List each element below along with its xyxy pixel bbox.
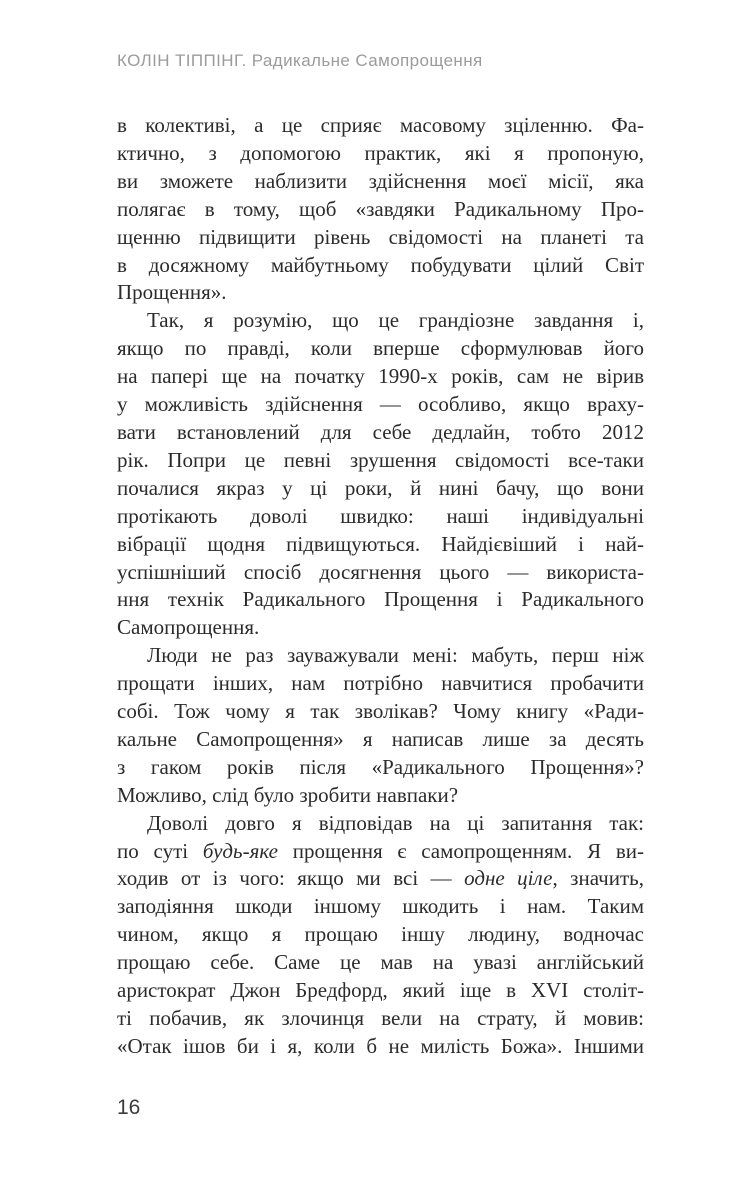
text-segment: прощення є самопрощенням. Я ви-	[277, 838, 644, 863]
text-line	[117, 279, 644, 307]
text-segment: Можливо, слід було зробити навпаки?	[117, 782, 459, 807]
text-segment: Прощення».	[117, 280, 227, 305]
text-line	[117, 196, 644, 224]
text-segment: заподіяння шкоди іншому шкодить і нам. Таким	[117, 894, 644, 919]
text-line	[117, 559, 644, 587]
text-segment: Доволі довго я відповідав на ці запитання так:	[147, 810, 644, 835]
text-segment: почалися якраз у ці роки, й нині бачу, що вони	[117, 475, 644, 500]
text-line	[117, 335, 644, 363]
text-segment: на папері ще на початку 1990-х років, сам не вірив	[117, 364, 644, 389]
text-segment: з гаком років після «Радикального Прощення»?	[117, 754, 644, 779]
text-line	[117, 754, 644, 782]
text-segment: , значить,	[552, 866, 644, 891]
text-segment: Люди не раз зауважували мені: мабуть, перш ніж	[147, 643, 644, 668]
text-segment: кальне Самопрощення» я написав лише за десять	[117, 726, 644, 751]
text-segment: у можливість здійснення — особливо, якщо враху-	[117, 392, 644, 417]
text-segment: успішніший спосіб досягнення цього — використа-	[117, 559, 644, 584]
text-line	[117, 893, 644, 921]
text-line	[117, 838, 644, 866]
text-segment: Так, я розумію, що це грандіозне завдання і,	[147, 308, 644, 333]
text-line	[117, 168, 644, 196]
text-line	[117, 810, 644, 838]
text-segment: ктично, з допомогою практик, які я пропоную,	[117, 140, 644, 165]
text-segment: прощаю себе. Саме це мав на увазі англійський	[117, 950, 644, 975]
text-line	[117, 419, 644, 447]
text-line	[117, 698, 644, 726]
text-line	[117, 1033, 644, 1061]
text-segment: собі. Тож чому я так зволікав? Чому книгу «Ради-	[117, 699, 644, 724]
text-segment: по суті	[117, 838, 203, 863]
text-segment: щенню підвищити рівень свідомості на планеті та	[117, 224, 644, 249]
text-line	[117, 921, 644, 949]
text-segment: ви зможете наблизити здійснення моєї місії, яка	[117, 168, 644, 193]
text-segment: прощати інших, нам потрібно навчитися пробачити	[117, 671, 644, 696]
text-line	[117, 363, 644, 391]
text-segment: полягає в тому, щоб «завдяки Радикальному Про-	[117, 196, 644, 221]
text-segment: аристократ Джон Бредфорд, який іще в XVI століт-	[117, 978, 644, 1003]
paragraph	[117, 112, 644, 307]
text-line	[117, 642, 644, 670]
italic-text-segment: одне ціле	[464, 866, 553, 891]
page-number: 16	[117, 1096, 141, 1119]
text-line	[117, 252, 644, 280]
text-line	[117, 447, 644, 475]
text-line	[117, 865, 644, 893]
text-segment: протікають доволі швидко: наші індивідуальні	[117, 503, 644, 528]
text-line	[117, 949, 644, 977]
text-segment: ходив от із чого: якщо ми всі —	[117, 866, 465, 891]
text-line	[117, 475, 644, 503]
text-line	[117, 670, 644, 698]
text-line	[117, 586, 644, 614]
text-line	[117, 503, 644, 531]
text-line	[117, 224, 644, 252]
text-line	[117, 112, 644, 140]
text-segment: «Отак ішов би і я, коли б не милість Божа». Іншими	[117, 1033, 644, 1058]
text-segment: вібрації щодня підвищуються. Найдієвіший і най-	[117, 531, 644, 556]
italic-text-segment: будь-яке	[202, 838, 278, 863]
text-line	[117, 307, 644, 335]
text-line	[117, 977, 644, 1005]
text-line	[117, 531, 644, 559]
paragraph	[117, 642, 644, 809]
text-segment: в досяжному майбутньому побудувати цілий Світ	[117, 252, 644, 277]
text-segment: рік. Попри це певні зрушення свідомості все-таки	[117, 447, 644, 472]
text-line	[117, 726, 644, 754]
text-line	[117, 140, 644, 168]
paragraph	[117, 810, 644, 1061]
text-segment: вати встановлений для себе дедлайн, тобто 2012	[117, 419, 644, 444]
text-line	[117, 614, 644, 642]
text-segment: Самопрощення.	[117, 615, 260, 640]
text-segment: якщо по правді, коли вперше сформулював його	[117, 336, 644, 361]
text-segment: в колективі, а це сприяє масовому зціленню. Фа-	[117, 113, 644, 137]
running-header: КОЛІН ТІППІНГ. Радикальне Самопрощення	[117, 51, 483, 70]
paragraph	[117, 307, 644, 642]
text-line	[117, 782, 644, 810]
text-segment: ння технік Радикального Прощення і Радикального	[117, 587, 644, 612]
text-segment: чином, якщо я прощаю іншу людину, водночас	[117, 922, 644, 947]
text-line	[117, 391, 644, 419]
text-segment: ті побачив, як злочинця вели на страту, й мовив:	[117, 1006, 644, 1030]
text-line	[117, 1005, 644, 1033]
body-text	[117, 112, 644, 1061]
